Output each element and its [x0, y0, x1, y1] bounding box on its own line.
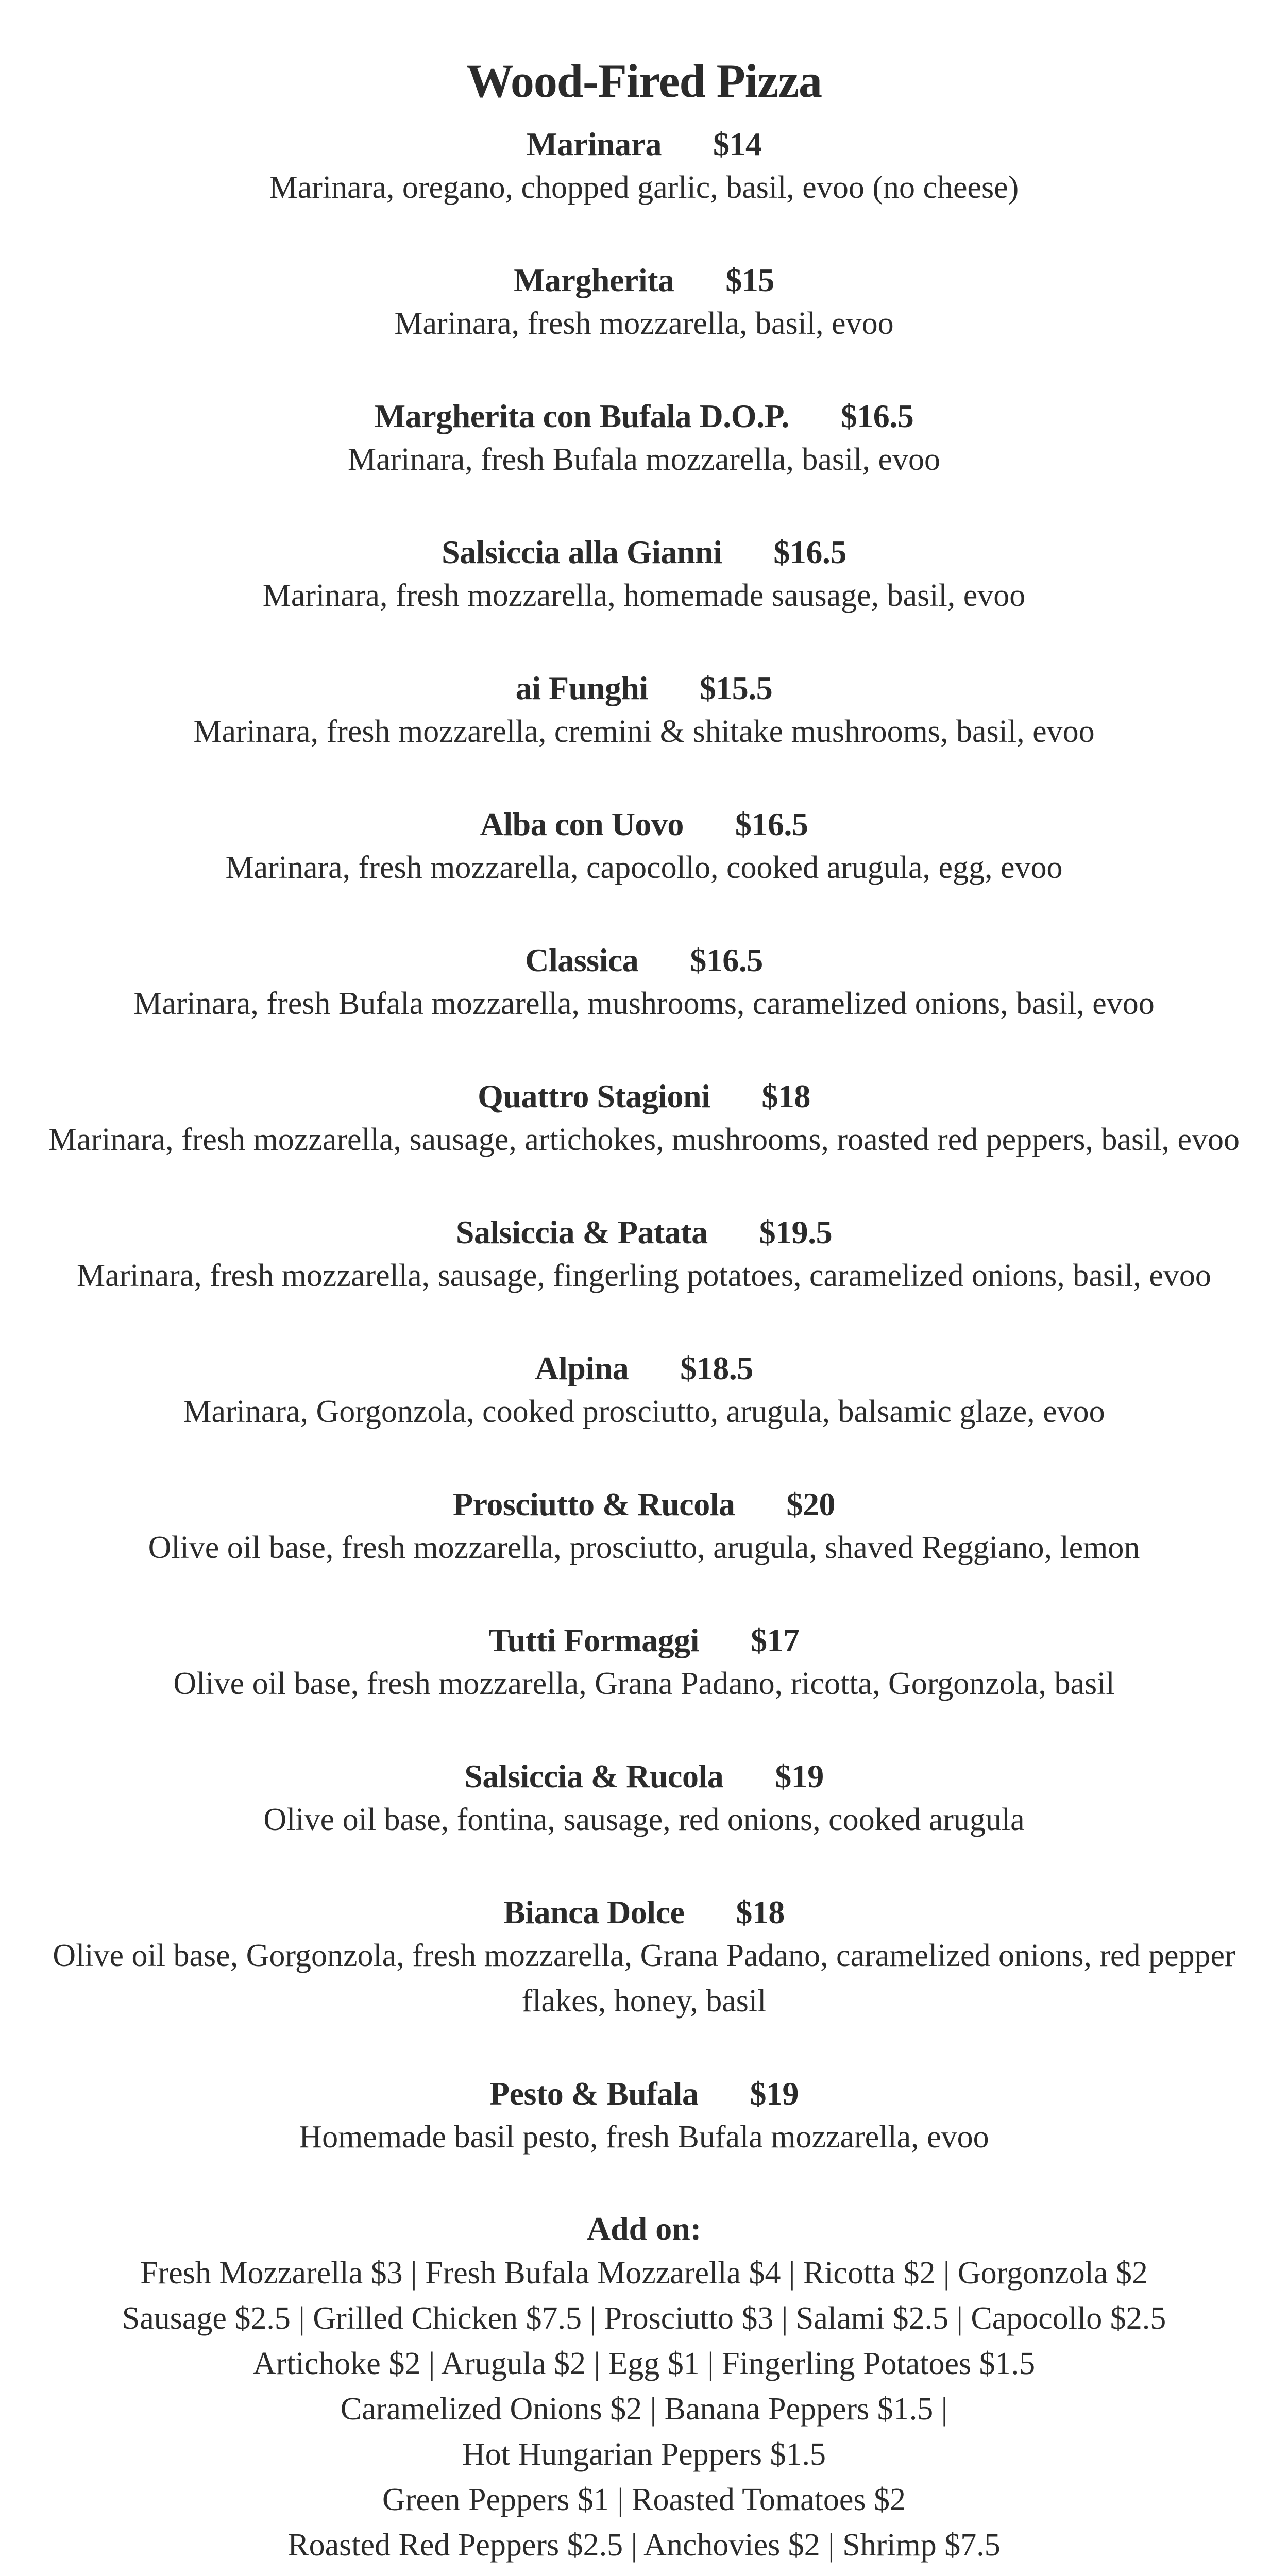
addon-line: Fresh Mozzarella $3 | Fresh Bufala Mozzarella $4 | Ricotta $2 | Gorgonzola $2: [140, 2256, 1148, 2291]
menu-item-header: [0, 2073, 1288, 2114]
menu-item-name: Margherita: [514, 262, 674, 298]
menu-item-description: Marinara, oregano, chopped garlic, basil, evoo (no cheese): [269, 170, 1019, 205]
menu-item-price: $18: [736, 1894, 785, 1930]
menu-item-description: Marinara, fresh mozzarella, homemade sausage, basil, evoo: [262, 578, 1026, 613]
menu-item: [0, 1620, 1288, 1706]
menu-item-description: Olive oil base, fontina, sausage, red onions, cooked arugula: [263, 1802, 1025, 1837]
menu-item-name: Marinara: [526, 126, 662, 162]
menu-item-description: Homemade basil pesto, fresh Bufala mozzarella, evoo: [299, 2120, 989, 2155]
menu-item-header: [0, 804, 1288, 845]
menu-item-name: Prosciutto & Rucola: [453, 1486, 735, 1522]
menu-item-header: [0, 940, 1288, 981]
menu-item-price: $16.5: [690, 942, 763, 978]
menu-title: Wood-Fired Pizza: [466, 55, 822, 107]
menu-item-description: Marinara, fresh mozzarella, basil, evoo: [394, 306, 894, 341]
menu-item: [0, 396, 1288, 482]
menu-item: [0, 1756, 1288, 1842]
menu-item-header: [0, 396, 1288, 437]
addons-title: Add on:: [586, 2210, 702, 2247]
menu-item-header: [0, 124, 1288, 165]
menu-item-description: Marinara, fresh mozzarella, sausage, artichokes, mushrooms, roasted red peppers, basil, evoo: [48, 1122, 1240, 1157]
menu-item-description: Marinara, fresh Bufala mozzarella, basil, evoo: [348, 442, 940, 477]
menu-item-name: ai Funghi: [515, 670, 648, 706]
menu-item: [0, 668, 1288, 754]
menu-item-header: [0, 1484, 1288, 1525]
menu-item: [0, 804, 1288, 890]
addon-line: Caramelized Onions $2 | Banana Peppers $1.5 |: [340, 2392, 948, 2427]
menu-item-description: Marinara, fresh Bufala mozzarella, mushrooms, caramelized onions, basil, evoo: [133, 986, 1155, 1021]
menu-item-description: Marinara, fresh mozzarella, cremini & shitake mushrooms, basil, evoo: [193, 714, 1095, 749]
menu-item: [0, 532, 1288, 618]
menu-item-name: Classica: [525, 942, 639, 978]
addon-line: Roasted Red Peppers $2.5 | Anchovies $2 | Shrimp $7.5: [287, 2528, 1001, 2563]
menu-item-name: Tutti Formaggi: [488, 1622, 699, 1658]
menu-item-price: $16.5: [735, 806, 808, 842]
menu-item: [0, 124, 1288, 210]
menu-item-header: [0, 1620, 1288, 1661]
menu-item: [0, 2073, 1288, 2160]
menu-item-name: Alpina: [535, 1350, 629, 1386]
menu-item-description: Olive oil base, fresh mozzarella, prosciutto, arugula, shaved Reggiano, lemon: [148, 1530, 1140, 1565]
menu-item-price: $20: [786, 1486, 835, 1522]
menu-item: [0, 1484, 1288, 1570]
menu-item-price: $17: [750, 1622, 800, 1658]
menu-item: [0, 1076, 1288, 1162]
menu-item-price: $15: [725, 262, 774, 298]
menu-item-name: Bianca Dolce: [503, 1894, 685, 1930]
menu-item-description: Marinara, fresh mozzarella, sausage, fingerling potatoes, caramelized onions, basil, evoo: [77, 1258, 1211, 1293]
menu-item: [0, 1892, 1288, 2024]
addon-line: Hot Hungarian Peppers $1.5: [462, 2437, 826, 2472]
menu-item-price: $14: [713, 126, 762, 162]
menu-item-description: Olive oil base, Gorgonzola, fresh mozzarella, Grana Padano, caramelized onions, red pepper flakes, honey, basil: [53, 1938, 1235, 2019]
menu-item-header: [0, 260, 1288, 301]
menu-item-name: Pesto & Bufala: [489, 2075, 699, 2112]
menu-item-header: [0, 1892, 1288, 1933]
addon-line: Sausage $2.5 | Grilled Chicken $7.5 | Prosciutto $3 | Salami $2.5 | Capocollo $2.5: [122, 2301, 1166, 2336]
menu-item: [0, 1212, 1288, 1298]
menu-item-header: [0, 532, 1288, 573]
menu-item-header: [0, 1756, 1288, 1797]
menu-item-name: Salsiccia alla Gianni: [442, 534, 722, 570]
addon-line: Green Peppers $1 | Roasted Tomatoes $2: [382, 2482, 906, 2517]
menu-item-price: $19.5: [759, 1214, 833, 1250]
menu-item-header: [0, 1212, 1288, 1253]
menu-item-header: [0, 668, 1288, 709]
menu-item-header: [0, 1076, 1288, 1117]
menu-item: [0, 940, 1288, 1026]
menu-item: [0, 260, 1288, 346]
menu-item-description: Olive oil base, fresh mozzarella, Grana Padano, ricotta, Gorgonzola, basil: [173, 1666, 1115, 1701]
menu-item-price: $19: [775, 1758, 824, 1794]
menu-item-header: [0, 1348, 1288, 1389]
menu-item-price: $16.5: [840, 398, 914, 434]
menu-item-price: $18: [761, 1078, 810, 1114]
menu-item-price: $16.5: [773, 534, 846, 570]
menu-item-price: $15.5: [699, 670, 773, 706]
menu-item-description: Marinara, Gorgonzola, cooked prosciutto, arugula, balsamic glaze, evoo: [183, 1394, 1105, 1429]
menu-item-name: Quattro Stagioni: [478, 1078, 710, 1114]
menu-item-name: Salsiccia & Rucola: [464, 1758, 724, 1794]
menu-item-name: Salsiccia & Patata: [455, 1214, 708, 1250]
menu-item-price: $18.5: [680, 1350, 753, 1386]
menu-item-name: Alba con Uovo: [480, 806, 684, 842]
addons-section: [0, 2207, 1288, 2568]
addon-line: Artichoke $2 | Arugula $2 | Egg $1 | Fingerling Potatoes $1.5: [252, 2346, 1036, 2381]
menu-item: [0, 1348, 1288, 1434]
menu-item-price: $19: [750, 2075, 799, 2112]
menu-item-name: Margherita con Bufala D.O.P.: [374, 398, 789, 434]
menu-item-description: Marinara, fresh mozzarella, capocollo, cooked arugula, egg, evoo: [225, 850, 1063, 885]
